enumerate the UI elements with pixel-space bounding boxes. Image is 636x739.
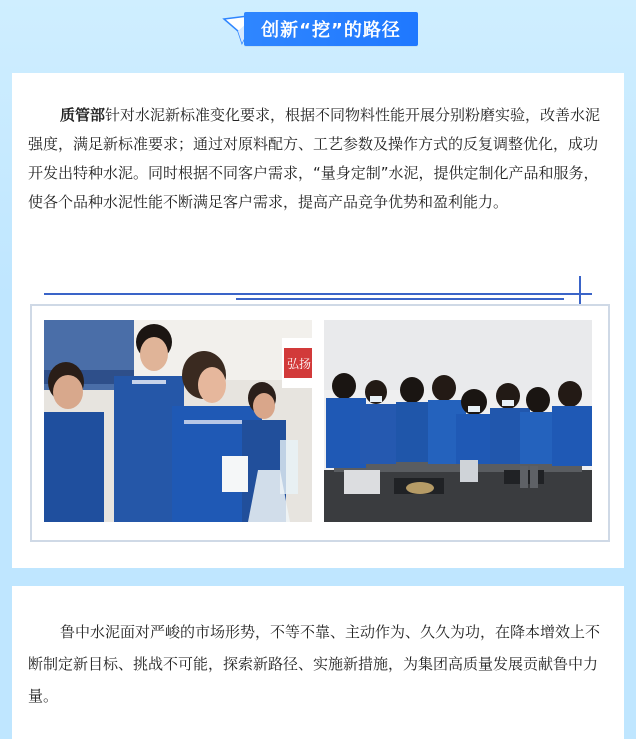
section-title: 创新“挖”的路径 <box>261 20 401 41</box>
quality-dept-paragraph <box>28 101 608 217</box>
summary-card <box>12 586 624 739</box>
wall-sign: 弘扬 <box>287 357 312 371</box>
dept-name: 质管部 <box>60 106 106 124</box>
dept-description: 针对水泥新标准变化要求，根据不同物料性能开展分别粉磨实验，改善水泥强度，满足新标准要求；通过对原料配方、工艺参数及操作方式的反复调整优化，成功开发出特种水泥。同时根据不同客户需求，“量身定制”水泥，提供定制化产品和服务，使各个品种水泥性能不断满足客户需求，提高产品竞争优势和盈利能力。 <box>28 106 601 211</box>
lab-workers-image <box>44 320 312 522</box>
summary-paragraph: 鲁中水泥面对严峻的市场形势，不等不靠、主动作为、久久为功，在降本增效上不断制定新目标、挑战不可能，探索新路径、实施新措施，为集团高质量发展贡献鲁中力量。 <box>28 623 601 705</box>
section-title-banner <box>244 12 418 46</box>
divider-line-short <box>236 298 564 300</box>
divider-line <box>44 293 592 295</box>
lab-photo-right <box>324 320 592 522</box>
photo-frame <box>30 304 610 542</box>
lab-photo-left <box>44 320 312 522</box>
lab-team-image <box>324 320 592 522</box>
